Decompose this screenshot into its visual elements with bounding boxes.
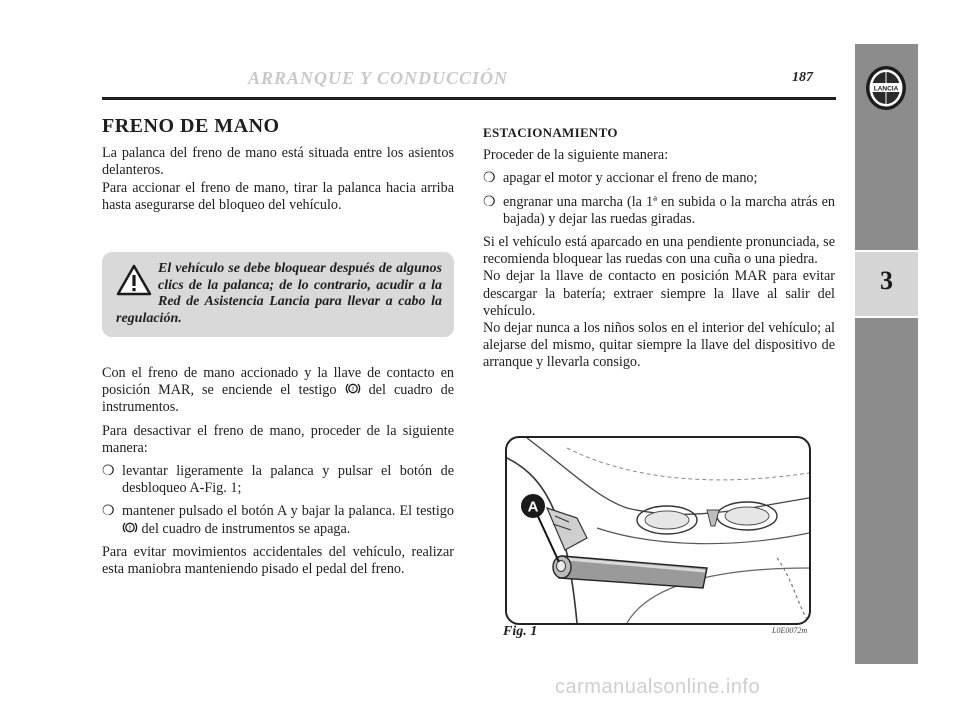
- paragraph: Para accionar el freno de mano, tirar la palanca hacia arriba hasta asegurarse del bloqueo del vehículo.: [102, 179, 454, 213]
- circle-bullet-icon: ❍: [483, 171, 496, 187]
- paragraph: No dejar la llave de contacto en posición MAR para evitar descargar la batería; extraer siempre la llave al salir del vehículo.: [483, 268, 835, 319]
- handbrake-illustration: [507, 438, 809, 623]
- paragraph: La palanca del freno de mano está situada entre los asientos delanteros.: [102, 145, 454, 179]
- right-column: [483, 124, 835, 378]
- paragraph: Para desactivar el freno de mano, proceder de la siguiente manera:: [102, 422, 454, 456]
- list-item: ❍ levantar ligeramente la palanca y pulsar el botón de desbloqueo A-Fig. 1;: [102, 463, 454, 497]
- figure-caption: Fig. 1: [503, 624, 538, 639]
- list-item: ❍ mantener pulsado el botón A y bajar la palanca. El testigo ! del cuadro de instrumentos se apaga.: [102, 503, 454, 537]
- chapter-tab: [855, 44, 918, 664]
- header-rule: [102, 97, 836, 100]
- circle-bullet-icon: ❍: [102, 504, 115, 520]
- section-title: FRENO DE MANO: [102, 115, 280, 137]
- warning-box: [102, 252, 454, 337]
- paragraph: Proceder de la siguiente manera:: [483, 147, 669, 164]
- paragraph: No dejar nunca a los niños solos en el interior del vehículo; al alejarse del mismo, quitar siempre la llave del dispositivo de arranque y llevarla consigo.: [483, 320, 835, 371]
- warning-text-block: [116, 261, 442, 327]
- page-number: 187: [792, 70, 813, 85]
- parking-brake-warning-icon: [345, 382, 361, 395]
- circle-bullet-icon: ❍: [102, 464, 115, 480]
- paragraph: Para evitar movimientos accidentales del vehículo, realizar esta maniobra manteniendo pisado el pedal del freno.: [102, 543, 454, 578]
- figure-code: L0E0072m: [772, 626, 808, 635]
- chapter-number: 3: [880, 266, 893, 295]
- svg-text:LANCIA: LANCIA: [873, 85, 899, 93]
- circle-bullet-icon: ❍: [483, 194, 496, 210]
- left-column-lower: [102, 365, 454, 584]
- parking-brake-warning-icon: [122, 521, 138, 534]
- paragraph: Con el freno de mano accionado y la llave de contacto en posición MAR, se enciende el testigo ! del cuadro de instrumentos.: [102, 365, 454, 416]
- subsection-title: ESTACIONAMIENTO: [483, 125, 618, 140]
- watermark: carmanualsonline.info: [555, 676, 761, 698]
- lancia-logo-icon: [864, 62, 908, 116]
- paragraph: Si el vehículo está aparcado en una pendiente pronunciada, se recomienda bloquear las ruedas con una cuña o una piedra.: [483, 234, 835, 268]
- list-item: ❍ engranar una marcha (la 1ª en subida o la marcha atrás en bajada) y dejar las ruedas giradas.: [483, 193, 835, 227]
- warning-text: El vehículo se debe bloquear después de algunos clics de la palanca; de lo contrario, acudir a la Red de Asistencia Lancia para llevar a cabo la regulación.: [116, 261, 442, 326]
- running-header: ARRANQUE Y CONDUCCIÓN: [248, 68, 509, 88]
- callout-label: A: [527, 498, 539, 516]
- list-item: ❍ apagar el motor y accionar el freno de mano;: [483, 170, 758, 187]
- left-column: [102, 115, 454, 220]
- handbrake-figure: [505, 436, 811, 625]
- svg-text:!: !: [351, 387, 354, 394]
- svg-text:!: !: [129, 525, 131, 532]
